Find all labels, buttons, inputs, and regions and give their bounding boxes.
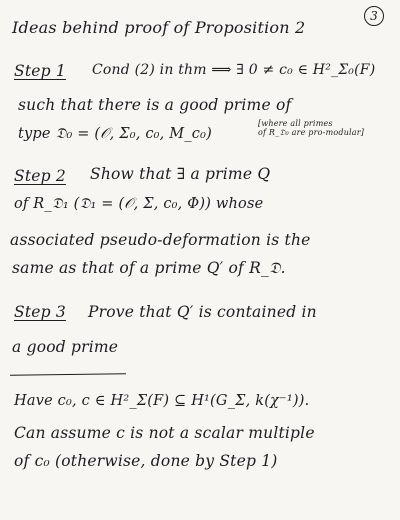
step2-line1: Show that ∃ a prime Q bbox=[90, 165, 271, 183]
step2-label: Step 2 bbox=[14, 167, 66, 185]
step2-line4: same as that of a prime Q′ of R_𝔇. bbox=[12, 259, 286, 277]
page-number: 3 bbox=[364, 6, 384, 26]
step1-note-line2: of R_𝔇₀ are pro-modular] bbox=[258, 128, 365, 137]
step1-line2: such that there is a good prime of bbox=[18, 96, 292, 114]
step1-line1: Cond (2) in thm ⟹ ∃ 0 ≠ c₀ ∈ H²_Σ₀(F) bbox=[92, 62, 376, 78]
step3-line2: a good prime bbox=[12, 338, 119, 356]
footer-line3: of c₀ (otherwise, done by Step 1) bbox=[14, 452, 278, 470]
step1-line3: type 𝔇₀ = (𝒪, Σ₀, c₀, M_c₀) bbox=[18, 126, 212, 142]
step2-line2: of R_𝔇₁ (𝔇₁ = (𝒪, Σ, c₀, Φ)) whose bbox=[14, 196, 264, 212]
step3-label: Step 3 bbox=[14, 303, 66, 321]
step2-line3: associated pseudo-deformation is the bbox=[10, 231, 311, 249]
page-title: Ideas behind proof of Proposition 2 bbox=[12, 18, 306, 37]
step1-note bbox=[258, 119, 364, 137]
step1-note-line1: [where all primes bbox=[258, 119, 333, 128]
step1-label: Step 1 bbox=[14, 62, 66, 80]
footer-line1: Have c₀, c ∈ H²_Σ(F) ⊆ H¹(G_Σ, k(χ⁻¹)). bbox=[14, 393, 310, 409]
footer-line2: Can assume c is not a scalar multiple bbox=[14, 424, 315, 442]
divider-line bbox=[10, 373, 126, 376]
step3-line1: Prove that Q′ is contained in bbox=[88, 303, 317, 321]
